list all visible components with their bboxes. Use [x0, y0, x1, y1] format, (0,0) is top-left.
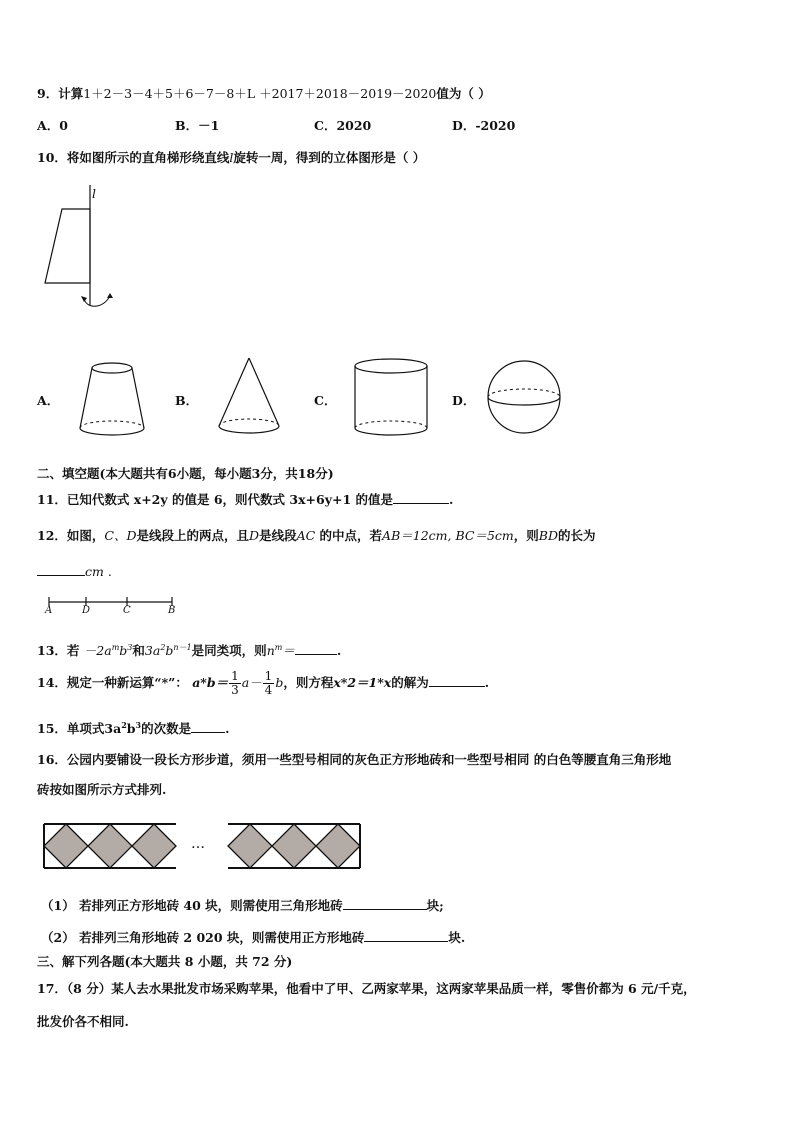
q13-answer-blank — [295, 642, 337, 655]
ellipsis: … — [191, 836, 205, 852]
fraction-one-third: $\frac{1}{3}$ — [231, 669, 239, 697]
q16-sub2-answer-blank — [364, 929, 448, 942]
q17-line2: 批发价各不相同. — [37, 1014, 129, 1029]
sphere-icon — [487, 360, 567, 440]
q14-answer-blank — [429, 674, 485, 687]
right-strip-square-tile — [272, 824, 316, 868]
q12: 12．如图，C、D是线段上的两点，且D是线段AC 的中点，若AB＝12cm, BC＝5cm，则BD的长为 — [37, 528, 596, 543]
point-label-c: C — [123, 605, 131, 616]
axis-label-l: l — [92, 186, 96, 201]
tile-pattern-figure — [40, 822, 385, 872]
left-strip-square-tile — [44, 824, 88, 868]
right-strip-square-tile — [228, 824, 272, 868]
q12-answer-blank — [37, 563, 85, 576]
section-3-heading: 三、解下列各题(本大题共 8 小题，共 72 分) — [37, 954, 293, 969]
q16-sub2: （2） 若排列三角形地砖 2 020 块，则需使用正方形地砖 块. — [41, 930, 466, 945]
fraction-one-quarter: $\frac{1}{4}$ — [264, 669, 273, 697]
q9-number: 9． — [37, 86, 59, 101]
q10-option-b: B． — [175, 393, 199, 408]
q9-expression: 1＋2－3－4＋5＋6－7－8＋L ＋2017＋2018－2019－2020 — [83, 86, 437, 101]
left-strip-square-tile — [132, 824, 176, 868]
q13: 13．若 $-2a^mb^3$和$3a^2b^{n-1}$是同类项，则$n^m=$ . — [37, 642, 342, 658]
q12-answer-line: cm . — [37, 563, 112, 579]
q17-line1: 17．（8 分）某人去水果批发市场采购苹果，他看中了甲、乙两家苹果，这两家苹果品质一样，零售价都为 6 元/千克， — [37, 981, 696, 996]
q11: 11．已知代数式 x+2y 的值是 6，则代数式 3x+6y+1 的值是 . — [37, 492, 454, 507]
trapezoid-rotation-figure — [40, 185, 120, 325]
q15-answer-blank — [191, 720, 225, 733]
section-2-heading: 二、填空题(本大题共有6小题，每小题3分，共18分) — [37, 466, 334, 481]
right-strip-square-tile — [316, 824, 360, 868]
q9-option-c: C．2020 — [314, 118, 372, 133]
q15: 15．单项式$3a^2b^3$的次数是 . — [37, 719, 230, 736]
cylinder-icon — [353, 358, 433, 442]
q9-stem: 9．计算1＋2－3－4＋5＋6－7－8＋L ＋2017＋2018－2019－2020值为（ ） — [37, 86, 491, 101]
point-label-d: D — [82, 605, 91, 616]
q9-option-b: B．－1 — [175, 118, 220, 133]
point-label-b: B — [168, 605, 176, 616]
cone-icon — [216, 358, 286, 442]
q10-option-d: D． — [452, 393, 476, 408]
q11-answer-blank — [393, 491, 449, 504]
q14: 14．规定一种新运算“*”： a*b＝ $\frac{1}{3}$ a－ $\frac{1}{4}$ b，则方程x*2＝1*x的解为 . — [37, 669, 490, 697]
q10-stem: 10．将如图所示的直角梯形绕直线l旋转一周，得到的立体图形是（ ） — [37, 150, 426, 165]
q10-number: 10． — [37, 150, 67, 165]
left-strip-square-tile — [88, 824, 132, 868]
q9-option-a: A．0 — [37, 118, 68, 133]
q16-line2: 砖按如图所示方式排列. — [37, 782, 167, 797]
frustum-icon — [76, 360, 146, 444]
q16-sub1-answer-blank — [343, 897, 427, 910]
q9-option-d: D．-2020 — [452, 118, 516, 133]
q16-line1: 16．公园内要铺设一段长方形步道，须用一些型号相同的灰色正方形地砖和一些型号相同 的白色等腰直角三角形地 — [37, 752, 672, 767]
q10-option-c: C． — [314, 393, 337, 408]
point-label-a: A — [45, 605, 53, 616]
segment-figure — [44, 596, 184, 620]
q10-option-a: A． — [37, 393, 60, 408]
q16-sub1: （1） 若排列正方形地砖 40 块，则需使用三角形地砖 块; — [41, 898, 444, 913]
